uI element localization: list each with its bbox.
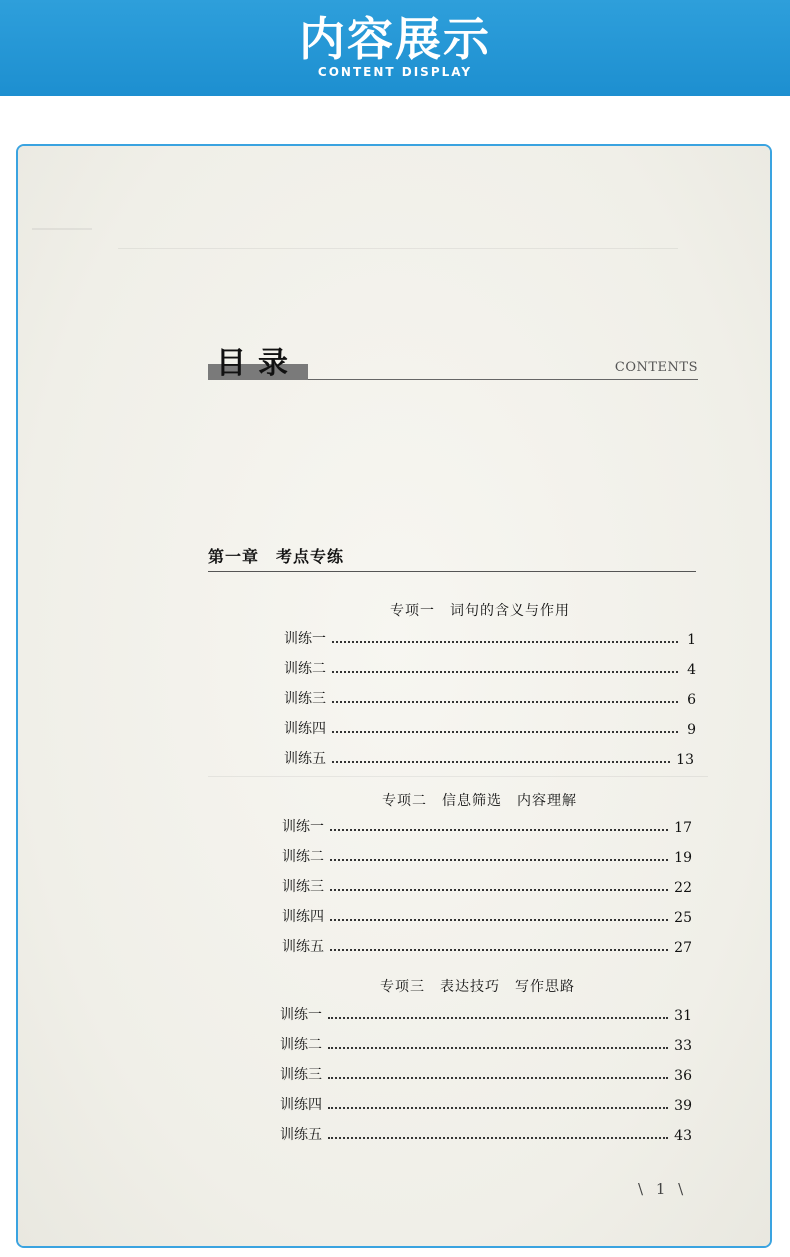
section-heading: 专项三 表达技巧 写作思路: [380, 979, 575, 995]
leader-dots: [328, 1076, 668, 1079]
leader-dots: [332, 730, 678, 733]
toc-entry-page: 17: [674, 820, 692, 836]
toc-entry[interactable]: [284, 686, 696, 708]
toc-entry[interactable]: [284, 716, 696, 738]
toc-entry-page: 39: [674, 1098, 692, 1114]
toc-entry[interactable]: [282, 904, 692, 926]
show-through-mark: [32, 206, 92, 230]
chapter-heading: 第一章 考点专练: [208, 544, 696, 572]
toc-entry-label: 训练四: [280, 1097, 322, 1113]
toc-entry-page: 6: [687, 692, 696, 708]
leader-dots: [330, 858, 668, 861]
leader-dots: [332, 700, 678, 703]
toc-entry[interactable]: [284, 626, 696, 648]
toc-entry[interactable]: [284, 656, 696, 678]
leader-dots: [330, 918, 668, 921]
toc-entry-label: 训练一: [284, 631, 326, 647]
toc-entry[interactable]: [280, 1002, 692, 1024]
show-through-bar: [118, 232, 678, 249]
toc-entry[interactable]: [282, 814, 692, 836]
toc-entry[interactable]: [280, 1032, 692, 1054]
toc-entry[interactable]: [282, 844, 692, 866]
toc-title: 目录: [216, 346, 300, 381]
banner-subtitle: CONTENT DISPLAY: [317, 65, 473, 79]
leader-dots: [332, 670, 678, 673]
toc-entry-label: 训练一: [280, 1007, 322, 1023]
toc-entry-page: 1: [687, 632, 696, 648]
toc-entry-page: 31: [674, 1008, 692, 1024]
leader-dots: [328, 1016, 668, 1019]
toc-entry-label: 训练三: [284, 691, 326, 707]
toc-entry-label: 训练五: [280, 1127, 322, 1143]
toc-entry-label: 训练三: [280, 1067, 322, 1083]
toc-entry-page: 22: [674, 880, 692, 896]
section-heading: 专项一 词句的含义与作用: [390, 603, 570, 619]
toc-entry-label: 训练二: [282, 849, 324, 865]
toc-entry[interactable]: [280, 1092, 692, 1114]
toc-entry-page: 43: [674, 1128, 692, 1144]
toc-header-rule: [308, 379, 698, 380]
toc-entry-label: 训练二: [280, 1037, 322, 1053]
toc-entry-label: 训练四: [284, 721, 326, 737]
toc-entry-label: 训练五: [282, 939, 324, 955]
toc-entry-label: 训练五: [284, 751, 326, 767]
toc-entry-label: 训练二: [284, 661, 326, 677]
toc-entry[interactable]: [282, 874, 692, 896]
book-page: [18, 146, 770, 1246]
toc-entry-page: 4: [687, 662, 696, 678]
toc-entry[interactable]: [280, 1062, 692, 1084]
toc-entry[interactable]: [284, 746, 694, 768]
toc-entry[interactable]: [282, 934, 692, 956]
banner-title: 内容展示: [299, 12, 491, 66]
toc-entry[interactable]: [280, 1122, 692, 1144]
leader-dots: [328, 1136, 668, 1139]
page-number: \ 1 \: [638, 1180, 688, 1198]
leader-dots: [330, 948, 668, 951]
section-heading: 专项二 信息筛选 内容理解: [382, 793, 577, 809]
show-through-rule: [208, 776, 708, 777]
leader-dots: [332, 760, 670, 763]
toc-entry-label: 训练三: [282, 879, 324, 895]
toc-entry-page: 33: [674, 1038, 692, 1054]
leader-dots: [330, 828, 668, 831]
leader-dots: [328, 1046, 668, 1049]
leader-dots: [328, 1106, 668, 1109]
toc-entry-page: 9: [687, 722, 696, 738]
leader-dots: [330, 888, 668, 891]
toc-contents-label: CONTENTS: [614, 360, 698, 375]
toc-entry-label: 训练四: [282, 909, 324, 925]
toc-entry-page: 25: [674, 910, 692, 926]
toc-entry-page: 27: [674, 940, 692, 956]
toc-entry-page: 19: [674, 850, 692, 866]
leader-dots: [332, 640, 678, 643]
page-photo-frame: [16, 144, 772, 1248]
toc-entry-page: 13: [676, 752, 694, 768]
toc-header: [208, 342, 698, 382]
content-display-banner: [0, 0, 790, 96]
toc-entry-label: 训练一: [282, 819, 324, 835]
toc-entry-page: 36: [674, 1068, 692, 1084]
